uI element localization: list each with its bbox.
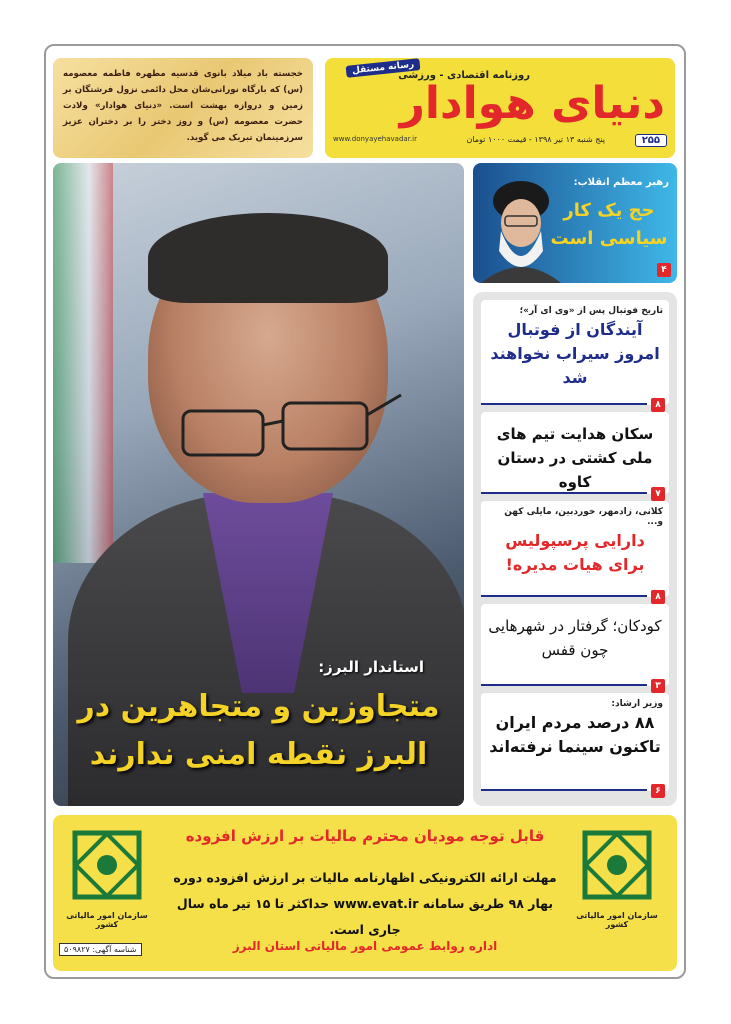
tax-organization-label: سازمان امور مالیاتی کشور [66, 911, 148, 929]
ad-footer: اداره روابط عمومی امور مالیاتی استان البرز [232, 939, 498, 953]
news-item[interactable] [481, 501, 669, 602]
news-headline[interactable]: سکان هدایت تیم های ملی کشتی در دستان کاوه [496, 425, 654, 491]
news-headline[interactable]: ۸۸ درصد مردم ایران تاکنون سینما نرفته‌اند [489, 713, 661, 756]
main-story-kicker: استاندار البرز: [318, 658, 424, 676]
divider [481, 595, 647, 597]
divider [481, 492, 647, 494]
main-story[interactable] [53, 163, 464, 806]
portrait-hair [148, 213, 388, 303]
news-item[interactable] [481, 300, 669, 410]
masthead-tagline: روزنامه اقتصادی - ورزشی [398, 70, 530, 81]
masthead [325, 58, 675, 158]
page-ref-badge: ۸ [651, 590, 665, 604]
main-story-headline[interactable]: متجاوزین و متجاهرین در البرز نقطه امنی ندارند [77, 689, 440, 772]
leader-headline[interactable]: حج یک کار سیاسی است [550, 200, 668, 249]
news-kicker: تاریخ فوتبال پس از «وی ای آر»؛ [519, 306, 663, 316]
divider [481, 789, 647, 791]
ad-title: قابل توجه مودیان محترم مالیات بر ارزش افزوده [185, 827, 545, 845]
news-item[interactable] [481, 604, 669, 691]
congratulation-notice: خجسته باد میلاد بانوی قدسیه مطهره فاطمه معصومه (س) که بارگاه نورانی‌شان محل دائمی نزول فرشتگان بر زمین و دروازه بهشت است. «دنیای هوادار» ولادت حضرت معصومه (س) و روز دختر را بر دختران عزیز سرزمینمان تبریک می گوید. [53, 58, 313, 158]
news-headline[interactable]: آیندگان از فوتبال امروز سیراب نخواهند شد [490, 320, 660, 387]
news-kicker: وزیر ارشاد: [611, 699, 663, 709]
tax-advertisement[interactable] [53, 815, 677, 971]
page-ref-badge: ۳ [651, 679, 665, 693]
flag-backdrop [53, 163, 113, 563]
news-item[interactable] [481, 693, 669, 796]
issue-number: ۲۵۵ [635, 134, 667, 147]
leader-story[interactable] [473, 163, 677, 283]
independent-media-badge: رسانه مستقل [345, 58, 420, 78]
page-ref-badge: ۴ [657, 263, 671, 277]
news-headline[interactable]: کودکان؛ گرفتار در شهرهایی چون قفس [488, 617, 662, 659]
news-headline[interactable]: دارایی پرسپولیس برای هیات مدیره! [505, 531, 645, 574]
news-item[interactable] [481, 412, 669, 499]
tax-organization-logo-icon [67, 825, 147, 905]
website-link[interactable]: www.donyayehavadar.ir [333, 135, 417, 143]
news-kicker: کلانی، زادمهر، خوردبین، مایلی کهن و... [504, 507, 663, 527]
news-column [473, 292, 677, 806]
divider [481, 684, 647, 686]
leader-kicker: رهبر معظم انقلاب: [573, 177, 669, 188]
glasses-icon [133, 393, 403, 463]
issue-date-price: پنج شنبه ۱۳ تیر ۱۳۹۸ - قیمت ۱۰۰۰ تومان [466, 135, 605, 144]
ad-body: مهلت ارائه الکترونیکی اظهارنامه مالیات بر ارزش افزوده دوره بهار ۹۸ طریق سامانه www.evat.ir حداکثر تا ۱۵ تیر ماه سال جاری است. [173, 870, 557, 937]
ad-id-code: شناسه آگهی: ۵۰۹۸۲۷ [59, 943, 142, 956]
newspaper-title: دنیای هوادار [399, 78, 665, 129]
page-ref-badge: ۶ [651, 784, 665, 798]
tax-organization-logo-icon [577, 825, 657, 905]
page-ref-badge: ۸ [651, 398, 665, 412]
tax-organization-label: سازمان امور مالیاتی کشور [576, 911, 658, 929]
page-ref-badge: ۷ [651, 487, 665, 501]
divider [481, 403, 647, 405]
